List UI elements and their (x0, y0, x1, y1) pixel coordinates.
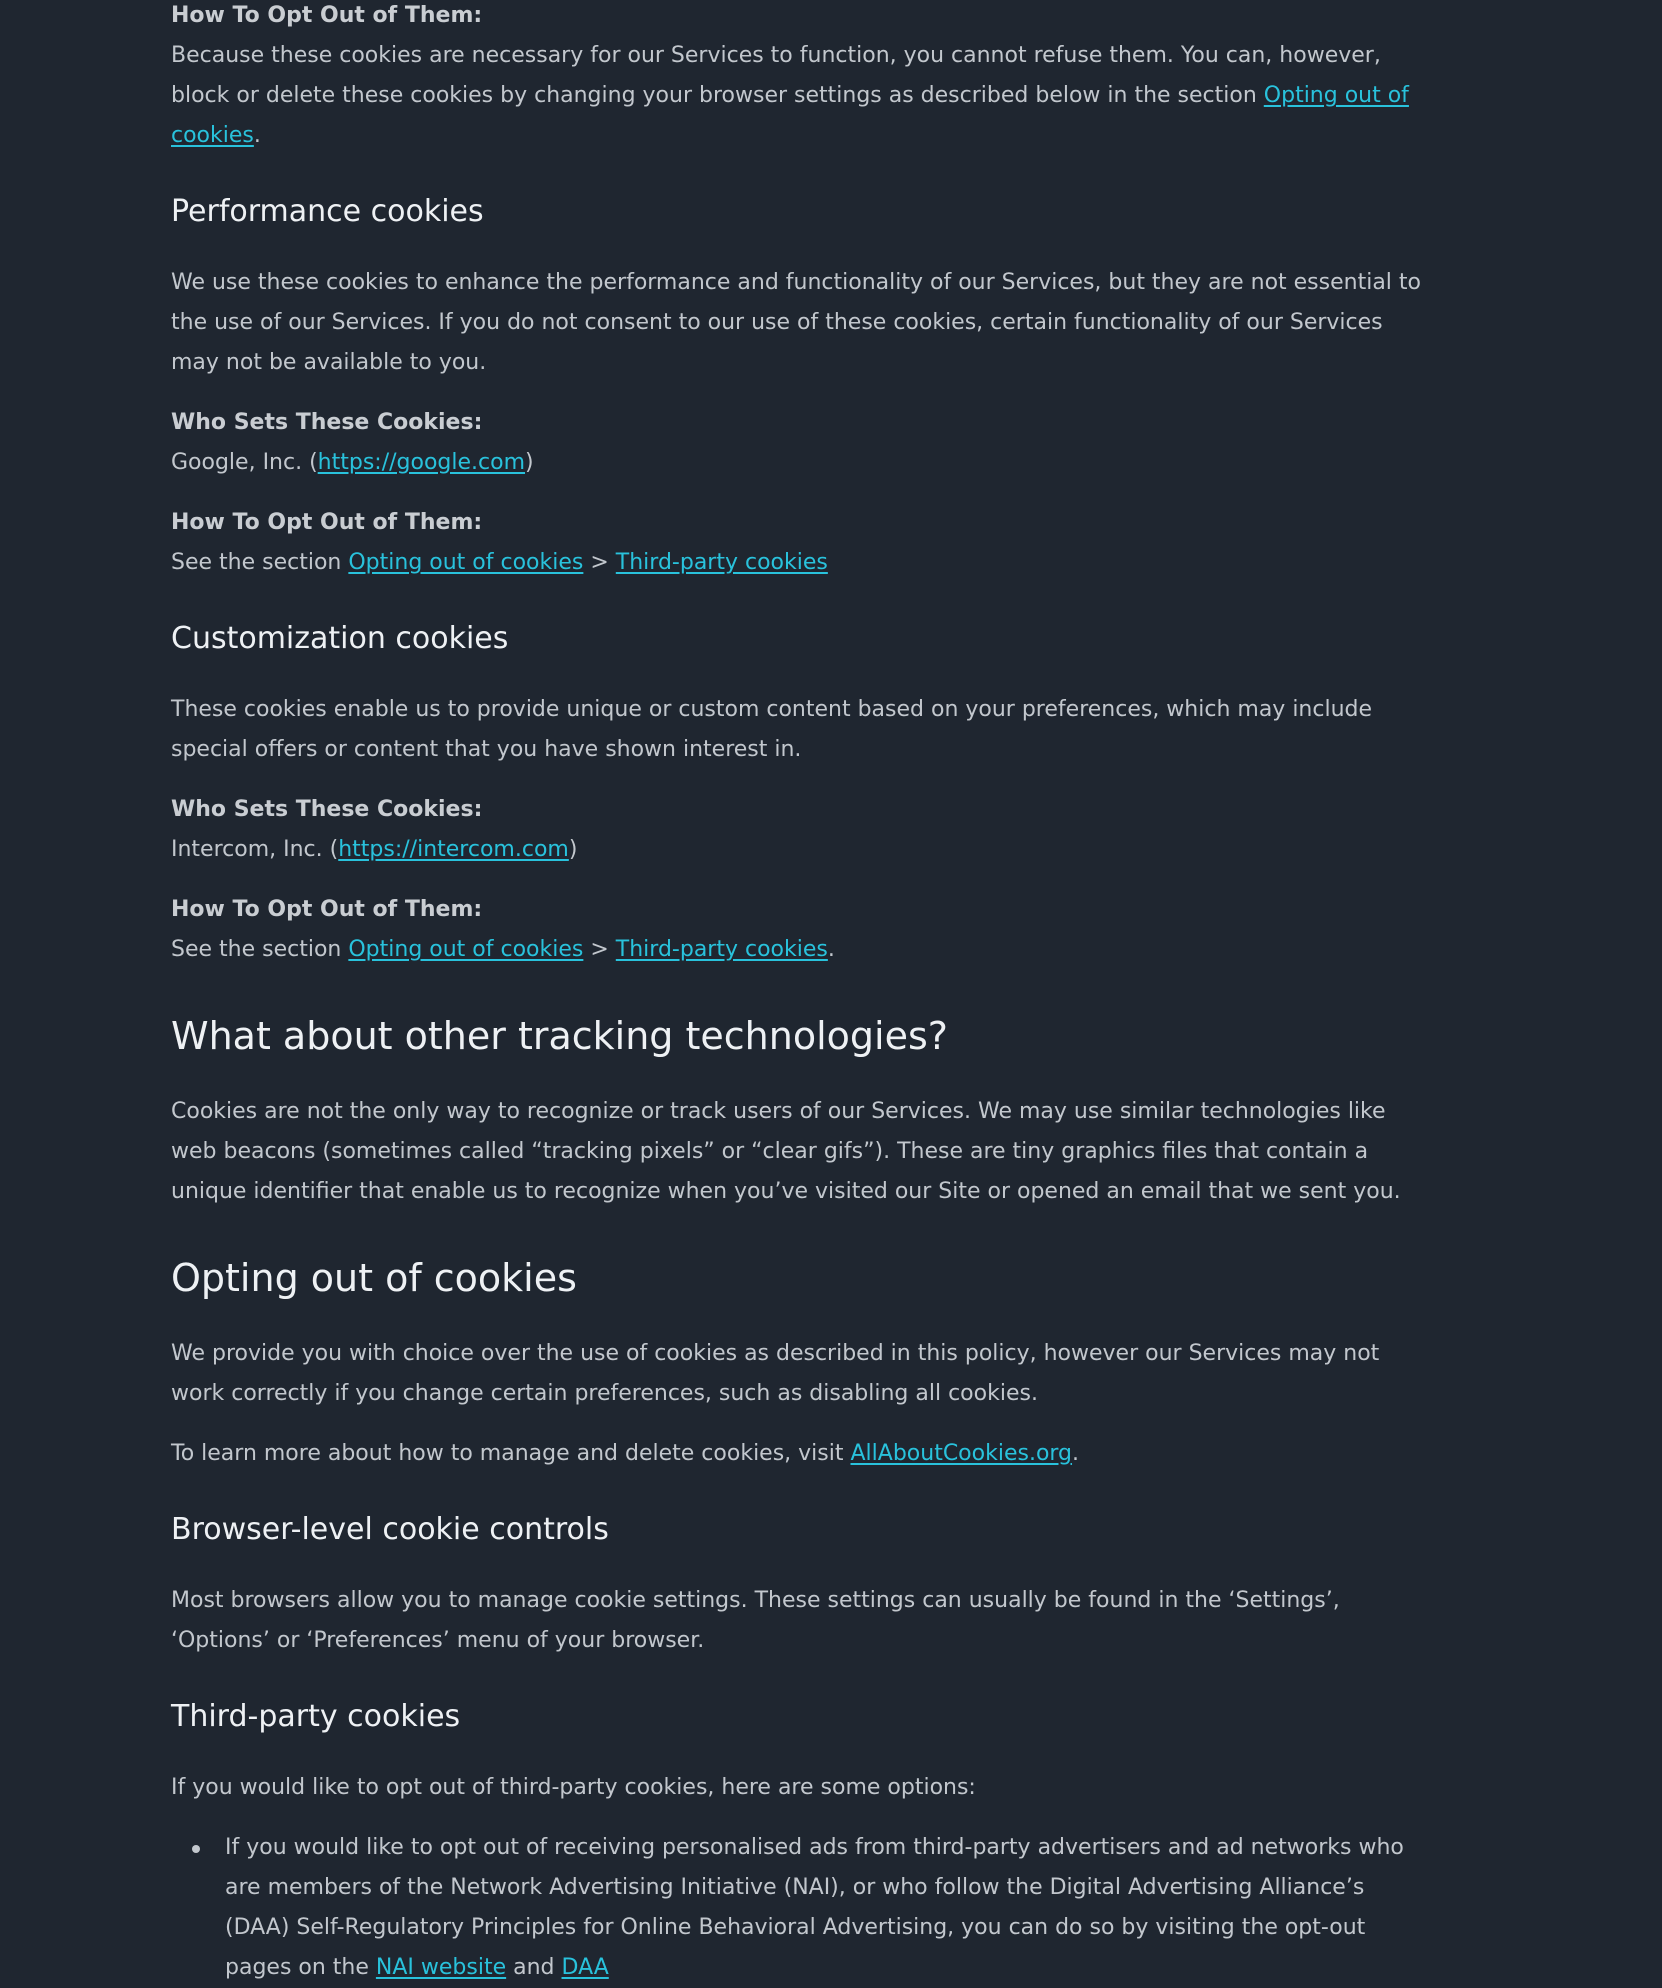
other-tracking-description: Cookies are not the only way to recognize or track users of our Services. We may use similar technologies like web beacons (sometimes called “tracking pixels” or “clear gifs”). These are tiny graphics files that contain a unique identifier that enable us to recognize when you’ve visited our Site or opened an email that we sent you. (171, 1099, 1401, 1204)
third-party-cookies-link[interactable]: Third-party cookies (615, 937, 828, 962)
performance-description: We use these cookies to enhance the performance and functionality of our Services, but they are not essential to the use of our Services. If you do not consent to our use of these cookies, certain functionality of our Services may not be available to you. (171, 270, 1421, 375)
opting-out-link[interactable]: Opting out of cookies (348, 550, 584, 575)
customization-who-label: Who Sets These Cookies: (171, 797, 483, 822)
performance-cookies-heading: Performance cookies (171, 194, 484, 229)
third-party-cookies-link[interactable]: Third-party cookies (615, 550, 828, 575)
third-party-cookies-heading: Third-party cookies (171, 1699, 461, 1734)
performance-who-value: Google, Inc. (https://google.com) (171, 450, 534, 475)
nai-website-link[interactable]: NAI website (375, 1955, 507, 1980)
customization-cookies-heading: Customization cookies (171, 621, 509, 656)
list-item: If you would like to opt out of receiving personalised ads from third-party advertisers and ad networks who are members of the Network Advertising Initiative (NAI), or who follow the Digital Advertising Alliance’s (DAA) Self-Regulatory Principles for Online Behavioral Advertising, you can do so by visiting the opt-out pages on the NAI website and DAA (225, 1828, 1431, 1988)
allaboutcookies-link[interactable]: AllAboutCookies.org (850, 1441, 1073, 1466)
opting-out-link[interactable]: Opting out of cookies (348, 937, 584, 962)
strictly-opt-text: Because these cookies are necessary for our Services to function, you cannot refuse them. You can, however, block or delete these cookies by changing your browser settings as described below in the section Opting out of cookies. (171, 43, 1409, 148)
customization-who-value: Intercom, Inc. (https://intercom.com) (171, 837, 578, 862)
opting-out-paragraph-1: We provide you with choice over the use of cookies as described in this policy, however our Services may not work correctly if you change certain preferences, such as disabling all cookies. (171, 1341, 1380, 1406)
opting-out-paragraph-2: To learn more about how to manage and delete cookies, visit AllAboutCookies.org. (171, 1441, 1080, 1466)
browser-controls-heading: Browser-level cookie controls (171, 1512, 609, 1547)
performance-who-label: Who Sets These Cookies: (171, 410, 483, 435)
customization-opt-label: How To Opt Out of Them: (171, 897, 483, 922)
browser-controls-description: Most browsers allow you to manage cookie settings. These settings can usually be found in the ‘Settings’, ‘Options’ or ‘Preferences’ menu of your browser. (171, 1588, 1340, 1653)
third-party-intro: If you would like to opt out of third-party cookies, here are some options: (171, 1775, 976, 1800)
strictly-opt-label: How To Opt Out of Them: (171, 3, 483, 28)
customization-description: These cookies enable us to provide unique or custom content based on your preferences, which may include special offers or content that you have shown interest in. (171, 697, 1373, 762)
intercom-link[interactable]: https://intercom.com (338, 837, 569, 862)
policy-content (171, 0, 1431, 1988)
google-link[interactable]: https://google.com (317, 450, 526, 475)
performance-opt-text: See the section Opting out of cookies > Third-party cookies (171, 550, 828, 575)
third-party-options-list (171, 1828, 1431, 1988)
performance-opt-label: How To Opt Out of Them: (171, 510, 483, 535)
customization-opt-text: See the section Opting out of cookies > Third-party cookies. (171, 937, 835, 962)
opting-out-link[interactable]: Opting out of cookies (171, 83, 1409, 148)
other-tracking-heading: What about other tracking technologies? (171, 1014, 948, 1058)
daa-link[interactable]: DAA (561, 1955, 609, 1980)
opting-out-heading: Opting out of cookies (171, 1256, 577, 1300)
